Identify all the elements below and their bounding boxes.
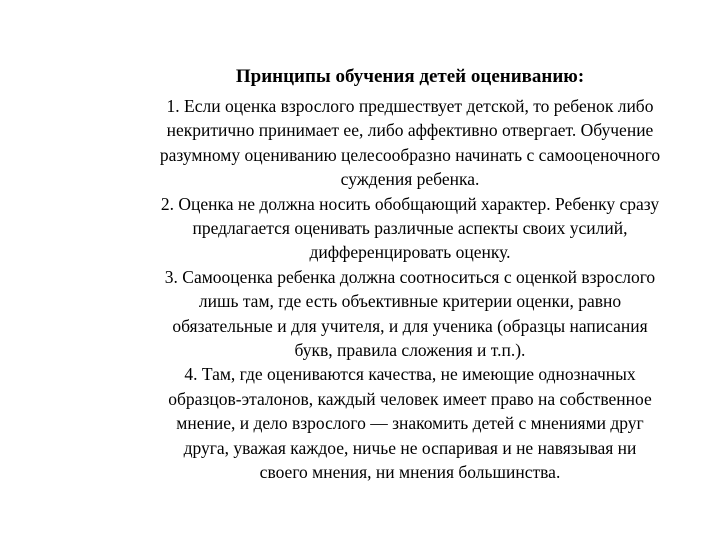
slide-content	[112, 64, 708, 485]
text-line-1: 1. Если оценка взрослого предшествует детской, то ребенок либо	[166, 96, 654, 116]
text-line-11: букв, правила сложения и т.п.).	[294, 340, 526, 361]
text-line-12: 4. Там, где оцениваются качества, не имеющие однозначных	[184, 364, 636, 385]
text-line-2: некритично принимает ее, либо аффективно отвергает. Обучение	[166, 120, 654, 141]
text-line-10: обязательные и для учителя, и для ученика (образцы написания	[172, 315, 648, 336]
text-line-3: разумному оцениванию целесообразно начинать с самооценочного	[159, 144, 661, 165]
text-line-13: образцов-эталонов, каждый человек имеет право на собственное	[168, 388, 652, 409]
text-line-4: суждения ребенка.	[340, 169, 480, 190]
text-line-15: друга, уважая каждое, ничье не оспаривая и не навязывая ни	[183, 437, 637, 458]
text-line-6: предлагается оценивать различные аспекты своих усилий,	[192, 218, 628, 239]
text-line-8: 3. Самооценка ребенка должна соотноситься с оценкой взрослого	[164, 266, 656, 287]
text-line-16: своего мнения, ни мнения большинства.	[259, 462, 561, 483]
text-line-9: лишь там, где есть объективные критерии оценки, равно	[198, 291, 622, 312]
text-line-7: дифференцировать оценку.	[309, 242, 511, 263]
text-line-5: 2. Оценка не должна носить обобщающий характер. Ребенку сразу	[160, 193, 660, 214]
slide-title: Принципы обучения детей оцениванию:	[235, 66, 585, 87]
text-line-14: мнение, и дело взрослого — знакомить детей с мнениями друг	[176, 413, 644, 434]
